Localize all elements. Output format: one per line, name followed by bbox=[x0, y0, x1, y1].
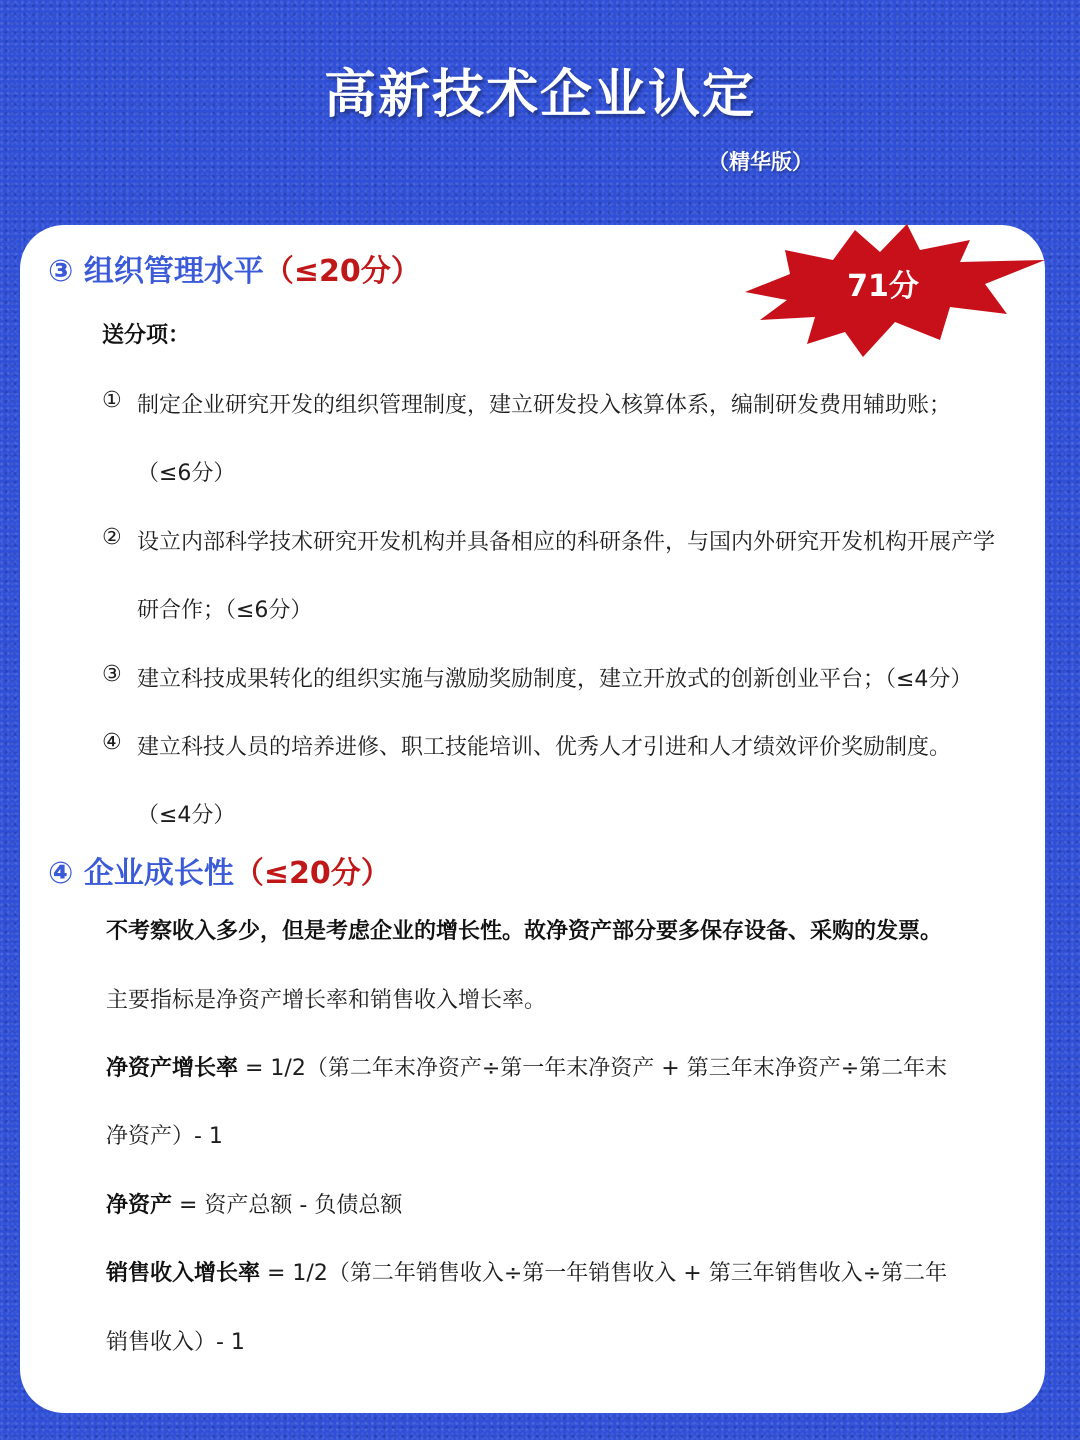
formula-sales-growth-line1: = 1/2（第二年销售收入÷第一年销售收入 + 第三年销售收入÷第二年 bbox=[260, 1261, 948, 1286]
section4-limit: （≤20分） bbox=[233, 856, 391, 891]
section3-item-2-line2: 研合作；（≤6分） bbox=[137, 598, 313, 623]
section3-label: 送分项： bbox=[102, 323, 191, 348]
formula-net-assets-growth bbox=[106, 1051, 947, 1082]
formula-sales-growth-line2: 销售收入）- 1 bbox=[106, 1330, 245, 1355]
page-title: 高新技术企业认定 bbox=[323, 65, 756, 125]
section3-item-2-number: ② bbox=[102, 525, 122, 550]
formula-net-assets-growth-line1: = 1/2（第二年末净资产÷第一年末净资产 + 第三年末净资产÷第二年末 bbox=[238, 1056, 948, 1081]
formula-sales-growth-term: 销售收入增长率 bbox=[106, 1261, 261, 1286]
section3-item-2-line1: 设立内部科学技术研究开发机构并具备相应的科研条件，与国内外研究开发机构开展产学 bbox=[137, 530, 996, 555]
section3-heading bbox=[48, 246, 421, 290]
section3-item-4-number: ④ bbox=[102, 730, 122, 755]
formula-net-assets-growth-line2: 净资产）- 1 bbox=[106, 1124, 223, 1149]
section3-number: ③ bbox=[48, 254, 74, 289]
formula-net-assets bbox=[106, 1188, 402, 1219]
section4-number: ④ bbox=[48, 856, 74, 891]
section3-item-1-number: ① bbox=[102, 388, 122, 413]
page-subtitle: （精华版） bbox=[708, 150, 813, 174]
section3-item-3-line1: 建立科技成果转化的组织实施与激励奖励制度，建立开放式的创新创业平台；（≤4分） bbox=[137, 667, 973, 692]
score-text: 71分 bbox=[847, 269, 919, 304]
section4-heading bbox=[48, 848, 391, 892]
formula-net-assets-growth-term: 净资产增长率 bbox=[106, 1056, 239, 1081]
section3-item-4-line2: （≤4分） bbox=[137, 803, 236, 828]
section3-item-4-line1: 建立科技人员的培养进修、职工技能培训、优秀人才引进和人才绩效评价奖励制度。 bbox=[137, 735, 952, 760]
section3-item-3-number: ③ bbox=[102, 662, 122, 687]
formula-sales-growth bbox=[106, 1256, 947, 1287]
score-badge bbox=[745, 222, 1045, 357]
section3-item-1-line2: （≤6分） bbox=[137, 461, 236, 486]
formula-net-assets-line1: = 资产总额 - 负债总额 bbox=[172, 1193, 403, 1218]
section3-item-1-line1: 制定企业研究开发的组织管理制度，建立研发投入核算体系，编制研发费用辅助账； bbox=[137, 393, 952, 418]
section4-title: 企业成长性 bbox=[83, 856, 234, 891]
section3-limit: （≤20分） bbox=[263, 254, 421, 289]
section4-intro: 主要指标是净资产增长率和销售收入增长率。 bbox=[106, 988, 547, 1013]
section4-intro-bold: 不考察收入多少，但是考虑企业的增长性。故净资产部分要多保存设备、采购的发票。 bbox=[106, 919, 943, 944]
section3-title: 组织管理水平 bbox=[83, 254, 264, 289]
formula-net-assets-term: 净资产 bbox=[106, 1193, 173, 1218]
